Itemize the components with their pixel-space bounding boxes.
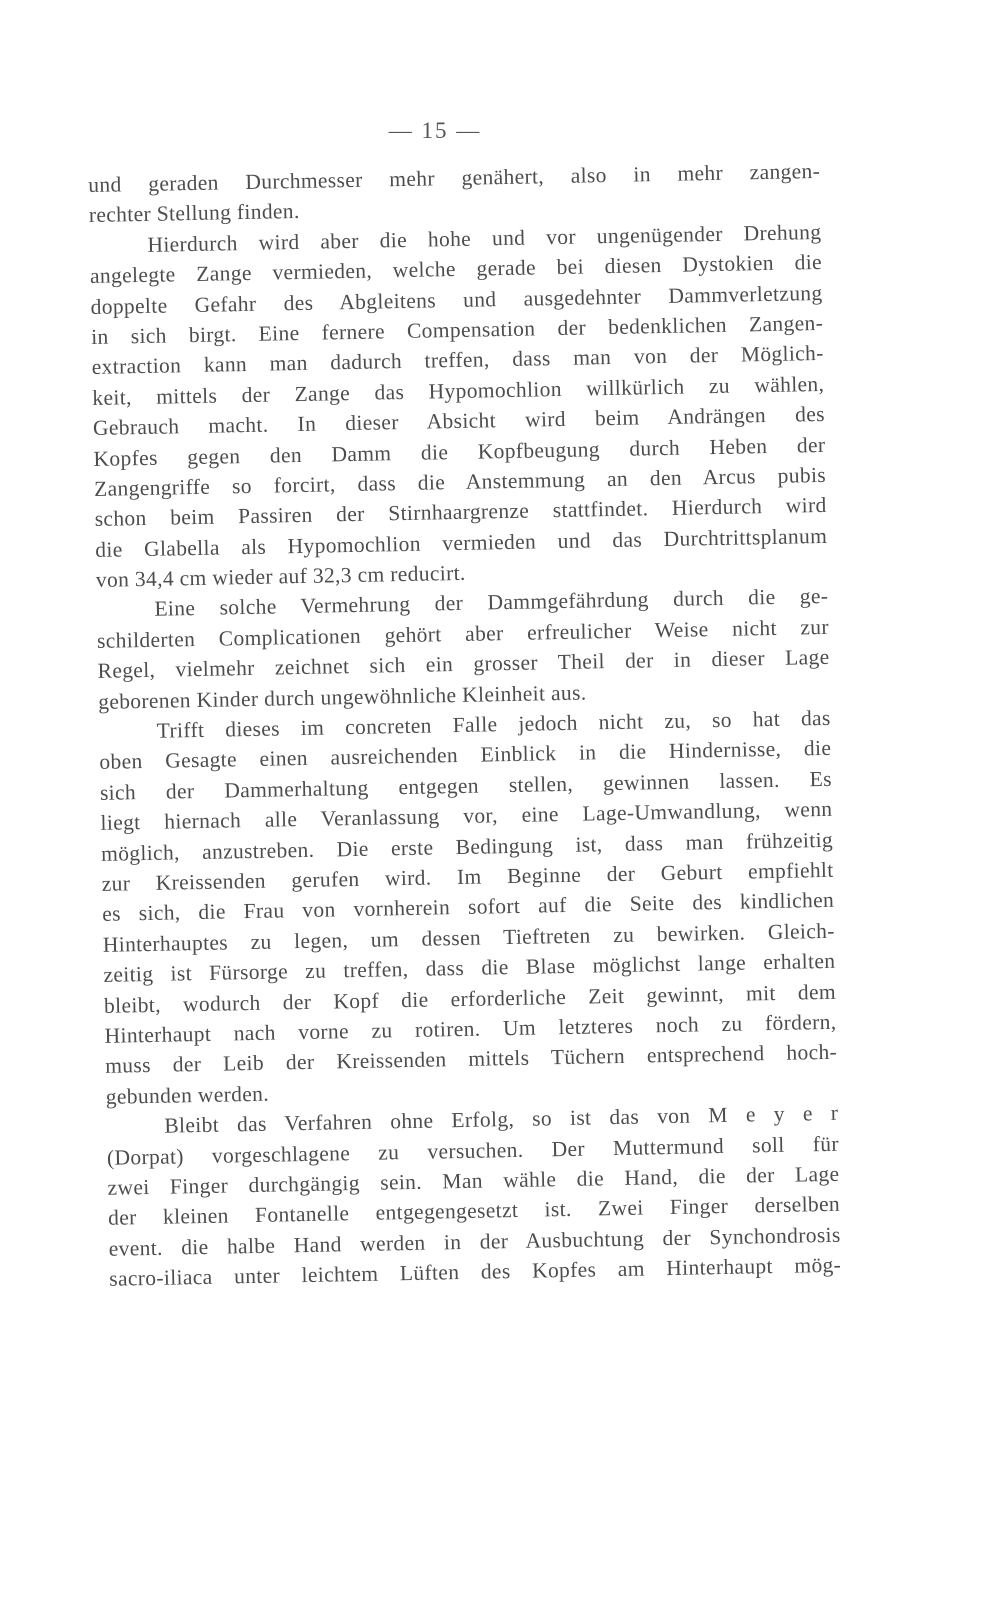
text-line: gebunden werden. <box>105 1081 270 1109</box>
text-line: zeitig ist Fürsorge zu treffen, dass die Blase möglichst lange erhalten <box>103 948 836 988</box>
text-line: zwei Finger durchgängig sein. Man wähle die Hand, die der Lage <box>107 1161 840 1200</box>
text-line: die Glabella als Hypomochlion vermieden und das Durchtrittsplanum <box>95 523 828 562</box>
text-line: der kleinen Fontanelle entgegengesetzt ist. Zwei Finger derselben <box>107 1192 841 1231</box>
text-line: geborenen Kinder durch ungewöhnliche Kleinheit aus. <box>97 680 587 714</box>
text-line: bleibt, wodurch der Kopf die erforderliche Zeit gewinnt, mit dem <box>103 979 837 1018</box>
body-text <box>88 156 841 1294</box>
text-line: muss der Leib der Kreissenden mittels Tüchern entsprechend hoch- <box>104 1040 838 1079</box>
text-line: (Dorpat) vorgeschlagene zu versuchen. Der Muttermund soll für <box>106 1131 840 1170</box>
text-line: in sich birgt. Eine fernere Compensation der bedenklichen Zangen- <box>90 310 824 349</box>
text-line: möglich, anzustreben. Die erste Bedingung ist, dass man frühzeitig <box>100 827 834 866</box>
text-line: Hinterhaupt nach vorne zu rotiren. Um letzteres noch zu fördern, <box>104 1009 837 1048</box>
text-line: schon beim Passiren der Stirnhaargrenze stattfindet. Hierdurch wird <box>94 493 827 532</box>
text-line: liegt hiernach alle Veranlassung vor, eine Lage-Umwandlung, wenn <box>100 797 833 836</box>
text-line: Bleibt das Verfahren ohne Erfolg, so ist das von M e y e r <box>164 1100 839 1138</box>
text-line: keit, mittels der Zange das Hypomochlion willkürlich zu wählen, <box>92 371 825 410</box>
text-line: sacro-iliaca unter leichtem Lüften des Kopfes am Hinterhaupt mög- <box>109 1252 842 1291</box>
text-line: Hinterhauptes zu legen, um dessen Tieftreten zu bewirken. Gleich- <box>102 918 835 957</box>
text-line: Regel, vielmehr zeichnet sich ein grosser Theil der in dieser Lage <box>97 645 830 684</box>
text-line: Trifft dieses im concreten Falle jedoch nicht zu, so hat das <box>156 705 831 743</box>
text-line: sich der Dammerhaltung entgegen stellen, gewinnen lassen. Es <box>99 766 833 805</box>
text-line: Zangengriffe so forcirt, dass die Anstemmung an den Arcus pubis <box>93 462 827 501</box>
text-line: angelegte Zange vermieden, welche gerade bei diesen Dystokien die <box>89 250 823 289</box>
text-line: schilderten Complicationen gehört aber erfreulicher Weise nicht zur <box>96 614 830 653</box>
text-line: Eine solche Vermehrung der Dammgefährdung durch die ge- <box>154 584 829 622</box>
text-line: oben Gesagte einen ausreichenden Einblick in die Hindernisse, die <box>99 736 832 775</box>
text-line: von 34,4 cm wieder auf 32,3 cm reducirt. <box>95 560 466 593</box>
text-line: event. die halbe Hand werden in der Ausbuchtung der Synchondrosis <box>108 1222 841 1261</box>
text-line: zur Kreissenden gerufen wird. Im Beginne der Geburt empfiehlt <box>101 857 834 896</box>
text-line: es sich, die Frau von vornherein sofort auf die Seite des kindlichen <box>102 888 835 927</box>
text-line: rechter Stellung finden. <box>88 199 300 228</box>
text-line: extraction kann man dadurch treffen, dass man von der Möglich- <box>91 341 824 380</box>
text-line: Hierdurch wird aber die hohe und vor ungenügender Drehung <box>147 219 822 257</box>
text-line: Kopfes gegen den Damm die Kopfbeugung durch Heben der <box>93 432 826 471</box>
text-line: und geraden Durchmesser mehr genähert, also in mehr zangen- <box>88 158 821 197</box>
page-number: — 15 — <box>388 118 482 143</box>
text-line: doppelte Gefahr des Abgleitens und ausgedehnter Dammverletzung <box>90 280 823 319</box>
text-line: Gebrauch macht. In dieser Absicht wird beim Andrängen des <box>92 402 826 441</box>
